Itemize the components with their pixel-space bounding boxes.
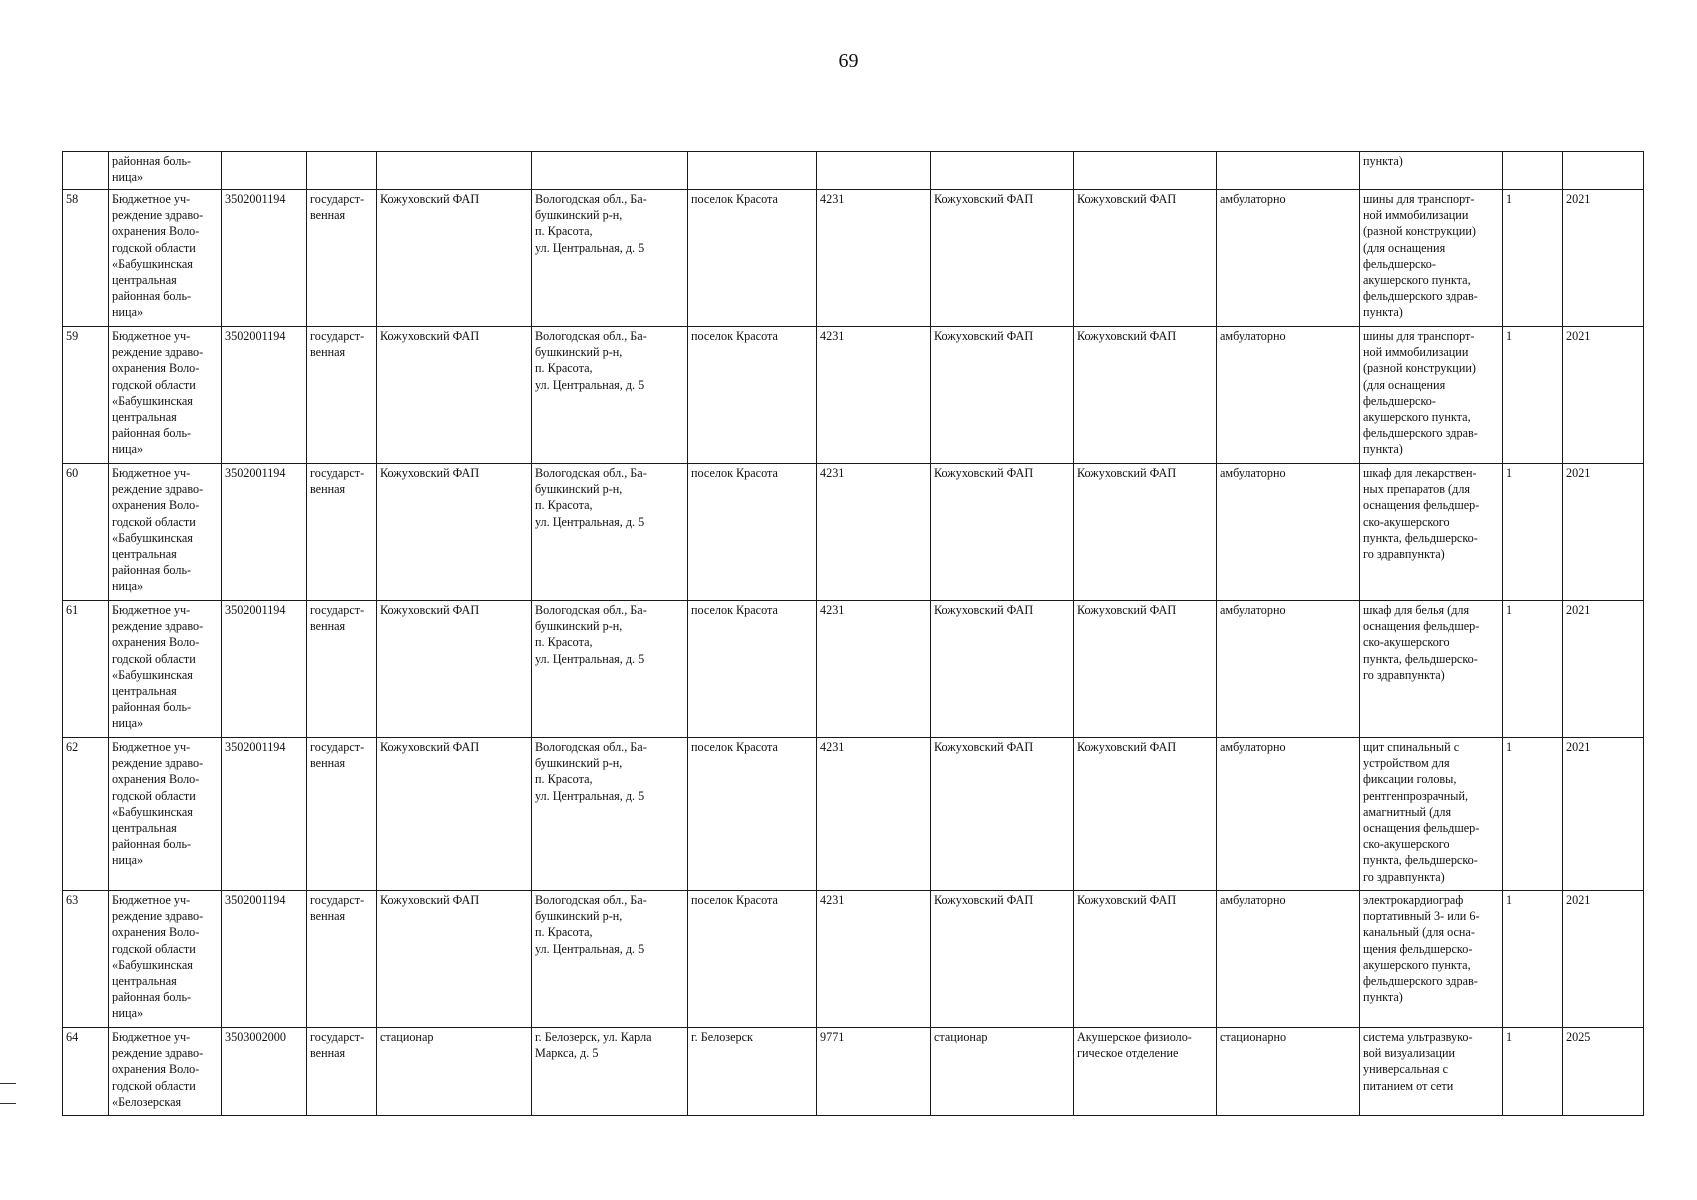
cell-care-form: [1217, 152, 1360, 190]
table-row-continuation: [63, 152, 1644, 190]
cell-equipment: шины для транспорт- ной иммобилизации (разной конструкции) (для оснащения фельдшерско- акушерского пункта, фельдшерского здрав- пункта): [1360, 327, 1503, 464]
cell-equipment: система ультразвуко- вой визуализации универсальная с питанием от сети: [1360, 1028, 1503, 1116]
cell-unit: [377, 152, 532, 190]
cell-unit: Кожуховский ФАП: [377, 190, 532, 327]
cell-code: 4231: [817, 190, 931, 327]
cell-address: Вологодская обл., Ба- бушкинский р-н, п. Красота, ул. Центральная, д. 5: [532, 464, 688, 601]
cell-subdivision: Кожуховский ФАП: [931, 738, 1074, 891]
cell-ownership: государст- венная: [307, 327, 377, 464]
cell-care-form: амбулаторно: [1217, 190, 1360, 327]
cell-unit: Кожуховский ФАП: [377, 891, 532, 1028]
cell-department: Кожуховский ФАП: [1074, 738, 1217, 891]
cell-year: 2021: [1563, 891, 1644, 1028]
cell-ownership: государст- венная: [307, 738, 377, 891]
cell-equipment: шины для транспорт- ной иммобилизации (разной конструкции) (для оснащения фельдшерско- акушерского пункта, фельдшерского здрав- пункта): [1360, 190, 1503, 327]
cell-inn: 3502001194: [222, 891, 307, 1028]
cell-num: 58: [63, 190, 109, 327]
cell-department: Кожуховский ФАП: [1074, 190, 1217, 327]
cell-qty: 1: [1503, 891, 1563, 1028]
cell-qty: [1503, 152, 1563, 190]
cell-care-form: стационарно: [1217, 1028, 1360, 1116]
cell-inn: 3502001194: [222, 190, 307, 327]
cell-num: 60: [63, 464, 109, 601]
cell-code: 4231: [817, 464, 931, 601]
cell-code: 4231: [817, 738, 931, 891]
cell-year: 2021: [1563, 190, 1644, 327]
table-body: [63, 152, 1644, 1116]
cell-unit: Кожуховский ФАП: [377, 464, 532, 601]
cell-subdivision: Кожуховский ФАП: [931, 190, 1074, 327]
cell-ownership: государст- венная: [307, 1028, 377, 1116]
cell-ownership: государст- венная: [307, 464, 377, 601]
cell-qty: 1: [1503, 327, 1563, 464]
table-row: [63, 1028, 1644, 1116]
cell-inn: 3503002000: [222, 1028, 307, 1116]
cell-subdivision: Кожуховский ФАП: [931, 891, 1074, 1028]
cell-settlement: поселок Красота: [688, 738, 817, 891]
cell-equipment: электрокардиограф портативный 3- или 6- канальный (для осна- щения фельдшерско- акушерского пункта, фельдшерского здрав- пункта): [1360, 891, 1503, 1028]
cell-num: 63: [63, 891, 109, 1028]
cell-ownership: государст- венная: [307, 891, 377, 1028]
cell-subdivision: Кожуховский ФАП: [931, 464, 1074, 601]
cell-code: 9771: [817, 1028, 931, 1116]
scan-edge-mark: [0, 1083, 16, 1084]
cell-qty: 1: [1503, 601, 1563, 738]
cell-settlement: поселок Красота: [688, 891, 817, 1028]
cell-care-form: амбулаторно: [1217, 891, 1360, 1028]
cell-qty: 1: [1503, 190, 1563, 327]
cell-name: Бюджетное уч- реждение здраво- охранения Воло- годской области «Бабушкинская центральная районная боль- ница»: [109, 464, 222, 601]
cell-address: г. Белозерск, ул. Карла Маркса, д. 5: [532, 1028, 688, 1116]
cell-address: Вологодская обл., Ба- бушкинский р-н, п. Красота, ул. Центральная, д. 5: [532, 327, 688, 464]
cell-name: районная боль- ница»: [109, 152, 222, 190]
table-row: [63, 327, 1644, 464]
cell-department: Кожуховский ФАП: [1074, 327, 1217, 464]
cell-num: 64: [63, 1028, 109, 1116]
cell-year: 2021: [1563, 464, 1644, 601]
cell-subdivision: [931, 152, 1074, 190]
cell-department: [1074, 152, 1217, 190]
cell-inn: 3502001194: [222, 601, 307, 738]
cell-inn: 3502001194: [222, 738, 307, 891]
cell-year: [1563, 152, 1644, 190]
cell-unit: Кожуховский ФАП: [377, 327, 532, 464]
cell-subdivision: стационар: [931, 1028, 1074, 1116]
cell-settlement: поселок Красота: [688, 601, 817, 738]
cell-settlement: поселок Красота: [688, 327, 817, 464]
cell-code: 4231: [817, 891, 931, 1028]
cell-inn: 3502001194: [222, 327, 307, 464]
cell-equipment: щит спинальный с устройством для фиксации головы, рентгенпрозрачный, амагнитный (для оснащения фельдшер- ско-акушерского пункта, фельдшерско- го здравпункта): [1360, 738, 1503, 891]
scan-edge-mark: [0, 1103, 16, 1104]
cell-address: Вологодская обл., Ба- бушкинский р-н, п. Красота, ул. Центральная, д. 5: [532, 738, 688, 891]
cell-unit: Кожуховский ФАП: [377, 738, 532, 891]
cell-ownership: государст- венная: [307, 601, 377, 738]
cell-code: 4231: [817, 601, 931, 738]
cell-settlement: [688, 152, 817, 190]
cell-equipment: пункта): [1360, 152, 1503, 190]
cell-name: Бюджетное уч- реждение здраво- охранения Воло- годской области «Бабушкинская центральная районная боль- ница»: [109, 190, 222, 327]
cell-address: Вологодская обл., Ба- бушкинский р-н, п. Красота, ул. Центральная, д. 5: [532, 190, 688, 327]
cell-settlement: поселок Красота: [688, 190, 817, 327]
table-row: [63, 464, 1644, 601]
cell-inn: [222, 152, 307, 190]
page-number: 69: [838, 50, 859, 72]
cell-qty: 1: [1503, 738, 1563, 891]
cell-name: Бюджетное уч- реждение здраво- охранения Воло- годской области «Бабушкинская центральная районная боль- ница»: [109, 891, 222, 1028]
cell-settlement: г. Белозерск: [688, 1028, 817, 1116]
cell-department: Кожуховский ФАП: [1074, 891, 1217, 1028]
cell-equipment: шкаф для лекарствен- ных препаратов (для оснащения фельдшер- ско-акушерского пункта, фельдшерско- го здравпункта): [1360, 464, 1503, 601]
cell-department: Кожуховский ФАП: [1074, 601, 1217, 738]
cell-ownership: [307, 152, 377, 190]
cell-qty: 1: [1503, 464, 1563, 601]
cell-name: Бюджетное уч- реждение здраво- охранения Воло- годской области «Бабушкинская центральная районная боль- ница»: [109, 738, 222, 891]
equipment-table-container: [62, 151, 1643, 1116]
cell-year: 2021: [1563, 601, 1644, 738]
cell-subdivision: Кожуховский ФАП: [931, 601, 1074, 738]
cell-address: Вологодская обл., Ба- бушкинский р-н, п. Красота, ул. Центральная, д. 5: [532, 601, 688, 738]
cell-settlement: поселок Красота: [688, 464, 817, 601]
cell-unit: Кожуховский ФАП: [377, 601, 532, 738]
cell-address: [532, 152, 688, 190]
equipment-table: [62, 151, 1644, 1116]
cell-care-form: амбулаторно: [1217, 464, 1360, 601]
cell-address: Вологодская обл., Ба- бушкинский р-н, п. Красота, ул. Центральная, д. 5: [532, 891, 688, 1028]
cell-subdivision: Кожуховский ФАП: [931, 327, 1074, 464]
cell-unit: стационар: [377, 1028, 532, 1116]
cell-year: 2021: [1563, 738, 1644, 891]
cell-ownership: государст- венная: [307, 190, 377, 327]
cell-care-form: амбулаторно: [1217, 601, 1360, 738]
cell-code: 4231: [817, 327, 931, 464]
cell-num: 62: [63, 738, 109, 891]
cell-num: 59: [63, 327, 109, 464]
cell-equipment: шкаф для белья (для оснащения фельдшер- ско-акушерского пункта, фельдшерско- го здравпункта): [1360, 601, 1503, 738]
table-row: [63, 738, 1644, 891]
table-row: [63, 601, 1644, 738]
table-row: [63, 891, 1644, 1028]
cell-code: [817, 152, 931, 190]
cell-qty: 1: [1503, 1028, 1563, 1116]
cell-name: Бюджетное уч- реждение здраво- охранения Воло- годской области «Белозерская: [109, 1028, 222, 1116]
cell-name: Бюджетное уч- реждение здраво- охранения Воло- годской области «Бабушкинская центральная районная боль- ница»: [109, 327, 222, 464]
cell-name: Бюджетное уч- реждение здраво- охранения Воло- годской области «Бабушкинская центральная районная боль- ница»: [109, 601, 222, 738]
cell-department: Кожуховский ФАП: [1074, 464, 1217, 601]
cell-department: Акушерское физиоло- гическое отделение: [1074, 1028, 1217, 1116]
cell-year: 2021: [1563, 327, 1644, 464]
cell-care-form: амбулаторно: [1217, 738, 1360, 891]
cell-num: [63, 152, 109, 190]
cell-num: 61: [63, 601, 109, 738]
cell-year: 2025: [1563, 1028, 1644, 1116]
cell-care-form: амбулаторно: [1217, 327, 1360, 464]
cell-inn: 3502001194: [222, 464, 307, 601]
table-row: [63, 190, 1644, 327]
